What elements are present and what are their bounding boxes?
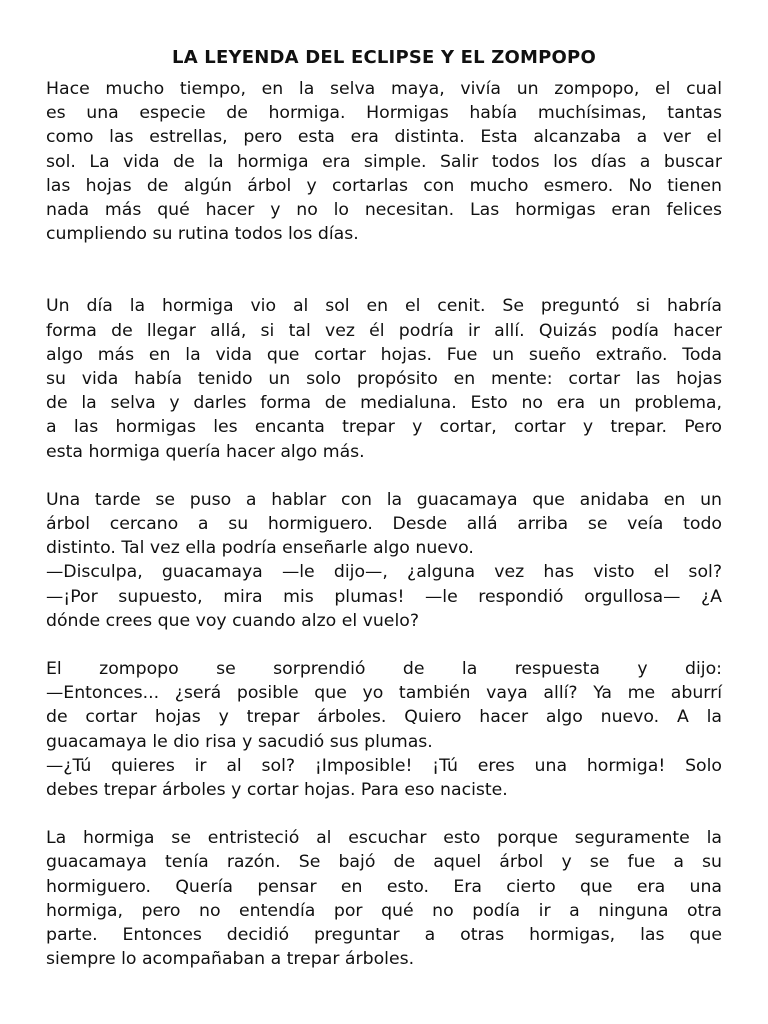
paragraph-2 [46,294,722,463]
paragraph-line: las hojas de algún árbol y cortarlas con mucho esmero. No tienen [46,175,722,196]
paragraph-line: guacamaya tenía razón. Se bajó de aquel árbol y se fue a su [46,852,722,873]
paragraph-line: hormiguero. Quería pensar en esto. Era cierto que era una [46,876,722,897]
paragraph-line: Un día la hormiga vio al sol en el cenit. Se preguntó si habría [46,296,722,317]
dialogue-line: —¿Tú quieres ir al sol? ¡Imposible! ¡Tú eres una hormiga! Solo [46,755,722,776]
paragraph-line: árbol cercano a su hormiguero. Desde allá arriba se veía todo [46,514,722,535]
paragraph-spacer [46,633,722,657]
paragraph-spacer [46,464,722,488]
dialogue-line: debes trepar árboles y cortar hojas. Para eso naciste. [46,780,508,801]
paragraph-4 [46,657,722,802]
dialogue-line: dónde crees que voy cuando alzo el vuelo? [46,610,419,631]
paragraph-line: algo más en la vida que cortar hojas. Fue un sueño extraño. Toda [46,344,722,365]
dialogue-line: —Entonces... ¿será posible que yo también vaya allí? Ya me aburrí [46,683,722,704]
paragraph-3 [46,488,722,633]
paragraph-line: cumpliendo su rutina todos los días. [46,224,359,245]
paragraph-line: Una tarde se puso a hablar con la guacamaya que anidaba en un [46,489,722,510]
dialogue-line: —¡Por supuesto, mira mis plumas! —le respondió orgullosa— ¿A [46,586,722,607]
paragraph-line: esta hormiga quería hacer algo más. [46,441,365,462]
paragraph-spacer [46,802,722,826]
paragraph-line: sol. La vida de la hormiga era simple. Salir todos los días a buscar [46,151,722,172]
paragraph-1 [46,77,722,246]
paragraph-line: El zompopo se sorprendió de la respuesta y dijo: [46,659,722,680]
dialogue-line: —Disculpa, guacamaya —le dijo—, ¿alguna vez has visto el sol? [46,562,722,583]
document-page [46,46,722,972]
paragraph-line: su vida había tenido un solo propósito en mente: cortar las hojas [46,369,722,390]
paragraph-line: Hace mucho tiempo, en la selva maya, vivía un zompopo, el cual [46,79,722,99]
paragraph-line: es una especie de hormiga. Hormigas había muchísimas, tantas [46,103,722,124]
paragraph-line: a las hormigas les encanta trepar y cortar, cortar y trepar. Pero [46,417,722,438]
document-title: LA LEYENDA DEL ECLIPSE Y EL ZOMPOPO [172,47,596,68]
paragraph-line: distinto. Tal vez ella podría enseñarle algo nuevo. [46,538,474,559]
paragraph-line: parte. Entonces decidió preguntar a otras hormigas, las que [46,925,722,946]
paragraph-line: hormiga, pero no entendía por qué no podía ir a ninguna otra [46,900,722,921]
paragraph-line: nada más qué hacer y no lo necesitan. Las hormigas eran felices [46,200,722,221]
paragraph-line: forma de llegar allá, si tal vez él podría ir allí. Quizás podía hacer [46,320,722,341]
paragraph-spacer [46,246,722,294]
paragraph-5 [46,826,722,971]
paragraph-line: guacamaya le dio risa y sacudió sus plumas. [46,731,433,752]
paragraph-line: como las estrellas, pero esta era distinta. Esta alcanzaba a ver el [46,127,722,148]
paragraph-line: de la selva y darles forma de medialuna. Esto no era un problema, [46,393,722,414]
paragraph-line: siempre lo acompañaban a trepar árboles. [46,949,415,970]
paragraph-line: de cortar hojas y trepar árboles. Quiero hacer algo nuevo. A la [46,707,722,728]
paragraph-line: La hormiga se entristeció al escuchar esto porque seguramente la [46,828,722,849]
